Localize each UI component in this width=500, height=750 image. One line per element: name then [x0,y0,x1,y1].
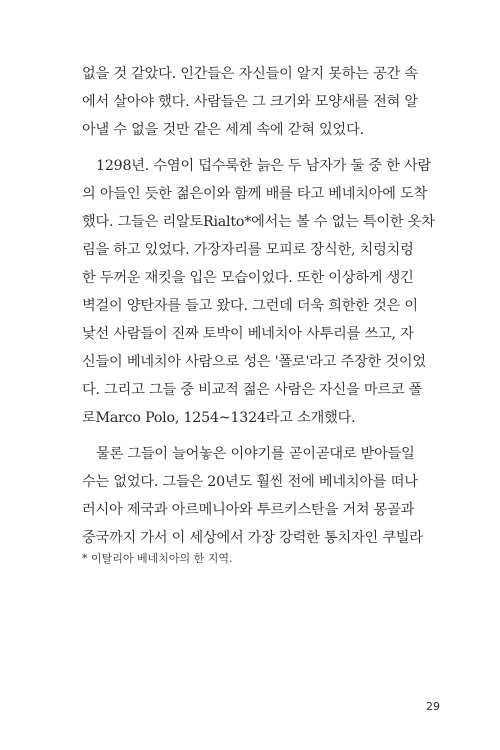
text-line: 에서 살아야 했다. 사람들은 그 크기와 모양새를 전혀 알 [82,94,418,110]
text-line: 물론 그들이 늘어놓은 이야기를 곧이곧대로 받아들일 [96,446,415,462]
text-line: 림을 하고 있었다. 가장자리를 모피로 장식한, 치렁치렁 [82,242,414,258]
text-line: 로Marco Polo, 1254~1324라고 소개했다. [82,410,356,426]
text-line: 신들이 베네치아 사람으로 성은 '폴로'라고 주장한 것이었 [82,354,426,370]
text-line: 한 두꺼운 재킷을 입은 모습이었다. 또한 이상하게 생긴 [82,270,414,286]
page-number: 29 [426,700,440,713]
text-line: 수는 없었다. 그들은 20년도 훨씬 전에 베네치아를 떠나 [82,474,418,490]
text-line: 낯선 사람들이 진짜 토박이 베네치아 사투리를 쓰고, 자 [82,326,414,342]
body-text [82,60,435,552]
text-line: 아낼 수 없을 것만 같은 세계 속에 갇혀 있었다. [82,122,364,138]
text-line: 의 아들인 듯한 젊은이와 함께 배를 타고 베네치아에 도착 [82,186,428,202]
text-line: 없을 것 같았다. 인간들은 자신들이 알지 못하는 공간 속 [82,66,418,82]
text-line: 다. 그리고 그들 중 비교적 젊은 사람은 자신을 마르코 폴 [82,382,423,398]
text-line: 1298년. 수염이 덥수룩한 늙은 두 남자가 둘 중 한 사람 [96,158,432,174]
text-line: 러시아 제국과 아르메니아와 투르키스탄을 거쳐 몽골과 [82,502,415,518]
text-line: 했다. 그들은 리알토Rialto*에서는 볼 수 없는 특이한 옷차 [82,214,435,230]
footnote: * 이탈리아 베네치아의 한 지역. [82,552,233,565]
text-line: 벽걸이 양탄자를 들고 왔다. 그런데 더욱 희한한 것은 이 [82,298,418,314]
paragraph-3 [82,440,430,552]
paragraph-2 [82,152,435,432]
paragraph-1 [82,60,430,144]
text-line: 중국까지 가서 이 세상에서 가장 강력한 통치자인 쿠빌라 [82,530,423,546]
